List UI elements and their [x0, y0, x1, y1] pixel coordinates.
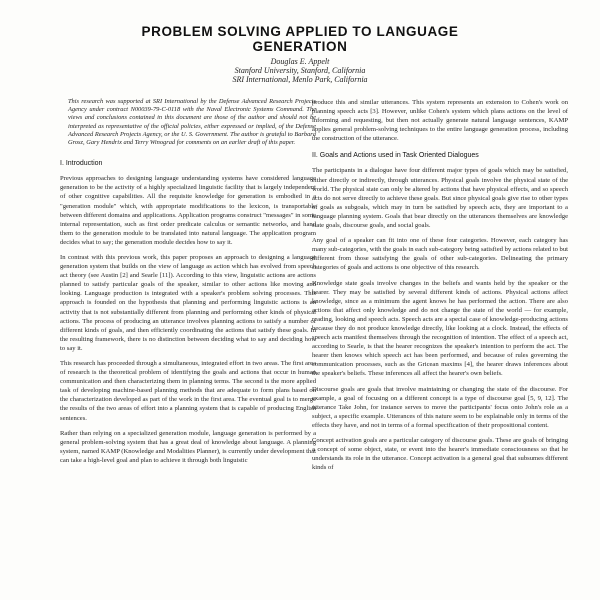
intro-paragraph-4: Rather than relying on a specialized generation module, language generation is performed by a general problem-solving system that has a great deal of knowledge about language. A planning system, named KAMP (Knowledge and Modalities Planner), is currently under development that can take a high-level goal and plan to achieve it through both linguistic [60, 429, 316, 464]
author-affiliation-1: Stanford University, Stanford, California [234, 66, 366, 75]
goals-paragraph-3: Knowledge state goals involve changes in the beliefs and wants held by the speaker or the hearer. They may be satisfied by several different kinds of actions. Physical actions affect knowledge, since as a minimum the agent knows he has performed the action. There are also actions that affect only knowledge and do not change the state of the world — for example, reading, looking and speech acts. Speech acts are a special case of knowledge-producing actions because they do not produce knowledge directly, like looking at a clock. Instead, the effects of speech acts manifest themselves through the recognition of intention. The effect of a speech act, according to Searle, is that the hearer recognizes the speaker's intention to perform the act. The hearer then knows which speech act has been performed, and because of rules governing the communication processes, such as the Gricean maxims [4], the hearer draws inferences about the speaker's beliefs. These inferences all affect the hearer's own beliefs. [312, 279, 568, 378]
left-column [60, 98, 316, 465]
author-affiliation-2: SRI International, Menlo Park, California [232, 75, 368, 84]
intro-paragraph-2: In contrast with this previous work, this paper proposes an approach to designing a language generation system that builds on the view of language as action which has evolved from speech act theory (see Austin [2] and Searle [11]). According to this view, linguistic actions are actions planned to satisfy particular goals of the speaker, similar to other actions like moving and looking. Language production is integrated with a speaker's problem solving processes. This approach is founded on the hypothesis that planning and performing linguistic actions is an activity that is not substantially different from planning and performing other kinds of physical actions. The process of producing an utterance involves planning actions to satisfy a number of different kinds of goals, and then efficiently coordinating the actions that satisfy these goals. In the resulting framework, there is no distinction between deciding what to say and deciding how to say it. [60, 253, 316, 352]
acknowledgement-footnote: This research was supported at SRI International by the Defense Advanced Research Projects Agency under contract N00039-79-C-0118 with the Naval Electronic Systems Command. The views and conclusions contained in this document are those of the author and should not be interpreted as representative of the official policies, either expressed or implied, of the Defense Advanced Research Projects Agency, or the U. S. Government. The author is grateful to Barbara Grosz, Gary Hendrix and Terry Winograd for comments on an earlier draft of this paper. [68, 98, 316, 147]
section-heading-introduction: I. Introduction [60, 160, 103, 168]
goals-paragraph-4: Discourse goals are goals that involve maintaining or changing the state of the discourse. For example, a goal of focusing on a different concept is a type of discourse goal [5, 9, 12]. The utterance Take John, for instance serves to move the participants' focus onto John's role as a subject, a specific example. Utterances of this nature seem to be explainable only in terms of the effects they have, and not in terms of a formal specification of their propositional content. [312, 385, 568, 429]
goals-paragraph-1: The participants in a dialogue have four different major types of goals which may be satisfied, either directly or indirectly, through utterances. Physical goals involve the physical state of the world. The physical state can only be altered by actions that have physical effects, and so speech acts do not serve directly to achieve these goals. But since physical goals give rise to other types of goals as subgoals, which may in turn be satisfied by speech acts, they are important to a language planning system. Goals that bear directly on the utterances themselves are knowledge state goals, discourse goals, and social goals. [312, 167, 568, 230]
intro-paragraph-3: This research has proceeded through a simultaneous, integrated effort in two areas. The first area of research is the theoretical problem of identifying the goals and actions that occur in human communication and then characterizing them in planning terms. The second is the more applied task of developing machine-based planning methods that are adequate to form plans based on the characterization developed as part of the work in the first area. The eventual goal is to merge the results of the two areas of effort into a planning system that is capable of producing English sentences. [60, 360, 316, 422]
right-column [312, 98, 568, 472]
intro-paragraph-1: Previous approaches to designing language understanding systems have considered language generation to be the activity of a highly specialized linguistic facility that is largely independent of other cognitive capabilities. All the requisite knowledge for generation is embodied in a "generation module" which, with appropriate modifications to the lexicon, is transportable between different domains and applications. Application programs construct "messages" in some internal representation, such as first order predicate calculus or semantic networks, and hand them to the generation module to be translated into natural language. The application program decides what to say; the generation module decides how to say it. [60, 175, 316, 246]
author-name: Douglas E. Appelt [270, 57, 330, 66]
paper-title-line1: PROBLEM SOLVING APPLIED TO LANGUAGE [141, 24, 459, 39]
intro-continuation-paragraph: produce this and similar utterances. This system represents an extension to Cohen's work on planning speech acts [3]. However, unlike Cohen's system which plans actions on the level of informing and requesting, but then not actually generate natural language sentences, KAMP applies general problem-solving techniques to the entire language generation process, including the construction of the utterance. [312, 99, 568, 143]
paper-title-line2: GENERATION [252, 39, 348, 54]
goals-paragraph-2: Any goal of a speaker can fit into one of these four categories. However, each category has many sub-categories, with the goals in each sub-category being satisfied by actions related to but different from those satisfying the goals of other sub-categories. Delineating the primary categories of goals and actions is one objective of this research. [312, 237, 568, 272]
goals-paragraph-5: Concept activation goals are a particular category of discourse goals. These are goals of bringing a concept of some object, state, or event into the hearer's immediate consciousness so that he understands its role in the utterance. Concept activation is a general goal that subsumes different kinds of [312, 437, 568, 472]
section-heading-goals-actions: II. Goals and Actions used in Task Oriented Dialogues [312, 152, 479, 160]
